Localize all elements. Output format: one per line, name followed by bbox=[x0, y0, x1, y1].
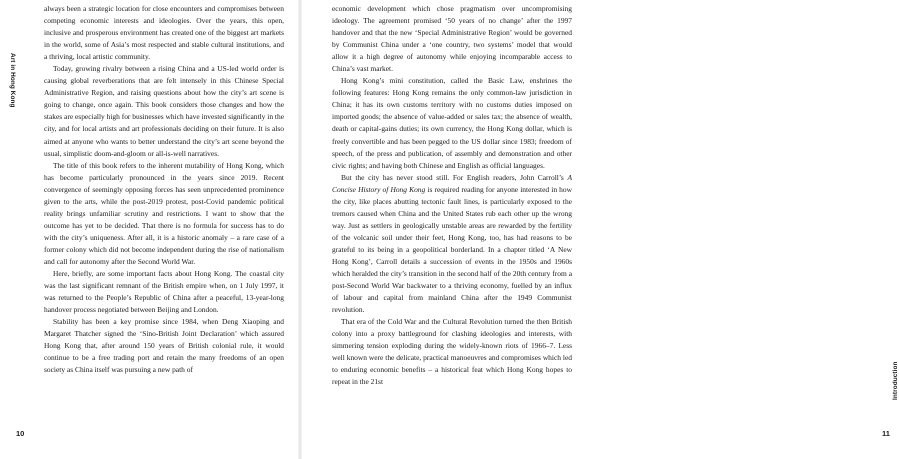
paragraph-text: But the city has never stood still. For English readers, John Carroll’s bbox=[341, 172, 564, 182]
left-page bbox=[0, 0, 296, 459]
book-title: A Concise History of Hong Kong bbox=[332, 172, 572, 194]
paragraph: Today, growing rivalry between a rising China and a US-led world order is causing global reverberations that are felt intensely in this Chinese Special Administrative Region, and raising questions about how the city’s art scene is going to change, once again. This book considers those changes and how the stakes are especially high for businesses which have invested significantly in the city, and for local artists and art professionals deciding on their future. It is also aimed at anyone who wants to better understand the city’s art scene beyond the usual, simplistic doom-and-gloom or all-is-well narratives. bbox=[44, 64, 284, 158]
page-number-right: 11 bbox=[882, 429, 890, 438]
running-head-left: Art in Hong Kong bbox=[9, 53, 16, 108]
paragraph: Hong Kong’s mini constitution, called the Basic Law, enshrines the following features: Hong Kong remains the only common-law jurisdiction in China; it has its own customs territory with no customs duties imposed on imported goods; the absence of value-added or sales tax; the absence of wealth, death or capital-gains duties; its own currency, the Hong Kong dollar, which is freely convertible and has been pegged to the US dollar since 1983; freedom of speech, of the press and publication, of assembly and demonstration and other civic rights; and having both Chinese and English as official languages. bbox=[332, 76, 572, 170]
right-page bbox=[304, 0, 899, 459]
paragraph: always been a strategic location for close encounters and compromises between competing economic interests and ideologies. Over the years, this open, inclusive and prosperous environment has created one of the biggest art markets in the world, some of Asia’s most respected and stable cultural institutions, and a thriving, local artistic community. bbox=[44, 4, 284, 62]
running-head-right: Introduction bbox=[892, 361, 899, 400]
paragraph: That era of the Cold War and the Cultural Revolution turned the then British colony into a proxy battleground for clashing ideologies and interests, with simmering tension exploding during the widely-known riots of 1966–7. Less well known were the delicate, practical manoeuvres and compromises which led to enduring economic benefits – a historical feat which Hong Kong hopes to repeat in the 21st bbox=[332, 317, 572, 387]
right-text-column bbox=[332, 3, 572, 389]
paragraph: economic development which chose pragmatism over uncompromising ideology. The agreement promised ‘50 years of no change’ after the 1997 handover and that the new ‘Special Administrative Region’ would be governed by Communist China under a ‘one country, two systems’ model that would allow it a high degree of autonomy while enjoying incomparable access to China’s vast market. bbox=[332, 4, 572, 74]
paragraph-text: is required reading for anyone interested in how the city, like places abutting tectonic fault lines, is particularly exposed to the tremors caused when China and the United States rub each other up the wrong way. Just as settlers in geologically unstable areas are rewarded by the fertility of the volcanic soil under their feet, Hong Kong, too, has had reasons to be grateful to its being in a geopolitical borderland. In a chapter titled ‘A New Hong Kong’, Carroll details a succession of events in the 1950s and 1960s which heralded the city’s transition in the second half of the 20th century from a post-Second World War backwater to a thriving economy, fuelled by an influx of labour and capital from mainland China after the 1949 Communist revolution. bbox=[332, 184, 572, 315]
paragraph: The title of this book refers to the inherent mutability of Hong Kong, which has become particularly pronounced in the years since 2019. Recent convergence of seemingly opposing forces has seen unprecedented prominence given to the arts, while the post-2019 protest, post-Covid pandemic political reality brings unfamiliar scrutiny and restrictions. I want to show that the outcome has yet to be decided. That there is no formula for success has to do with the city’s uniqueness. After all, it is a historic anomaly – a rare case of a former colony which did not become independent during the rise of nationalism and call for autonomy after the Second World War. bbox=[44, 160, 284, 266]
paragraph: Stability has been a key promise since 1984, when Deng Xiaoping and Margaret Thatcher signed the ‘Sino-British Joint Declaration’ which assured Hong Kong that, after around 150 years of British colonial rule, it would continue to be a free trading port and retain the many freedoms of an open society as China itself was pursuing a new path of bbox=[44, 317, 284, 375]
left-text-column bbox=[44, 3, 284, 376]
paragraph: Here, briefly, are some important facts about Hong Kong. The coastal city was the last significant remnant of the British empire when, on 1 July 1997, it was returned to the People’s Republic of China after a peaceful, 13-year-long handover process negotiated between Beijing and London. bbox=[44, 269, 284, 315]
page-number-left: 10 bbox=[16, 429, 25, 438]
paragraph bbox=[332, 172, 572, 317]
gutter bbox=[298, 0, 302, 459]
